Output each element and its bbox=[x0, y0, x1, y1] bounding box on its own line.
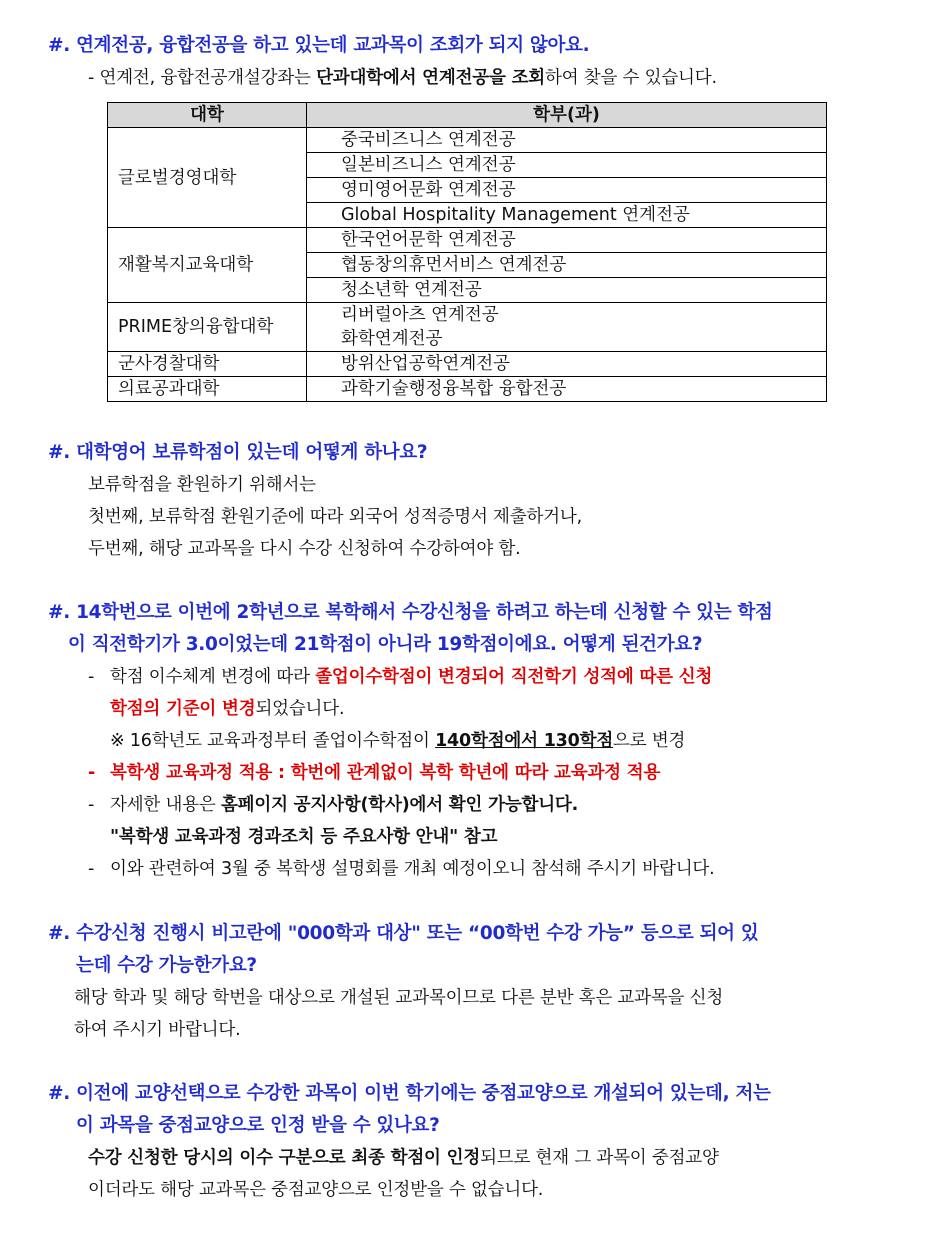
faq-answer-line: 이더라도 해당 교과목은 중점교양으로 인정받을 수 없습니다. bbox=[88, 1180, 544, 1200]
major-cell: 일본비즈니스 연계전공 bbox=[307, 153, 827, 178]
answer-highlight: 졸업이수학점이 변경되어 직전학기 성적에 따른 신청 bbox=[315, 667, 713, 687]
note-text: ※ 16학년도 교육과정부터 졸업이수학점이 bbox=[110, 731, 436, 751]
faq-answer-line bbox=[88, 789, 578, 821]
note-underlined: 140학점에서 130학점 bbox=[435, 731, 614, 751]
faq-answer-note bbox=[110, 725, 685, 757]
faq-question-4-cont: 는데 수강 가능한가요? bbox=[76, 955, 257, 976]
faq-answer-line: 보류학점을 환원하기 위해서는 bbox=[88, 475, 316, 495]
dash: - bbox=[88, 795, 95, 815]
college-cell: 군사경찰대학 bbox=[108, 352, 307, 377]
answer-highlight: 학점의 기준이 변경 bbox=[110, 699, 256, 719]
header-college: 대학 bbox=[108, 103, 307, 128]
faq-answer-1 bbox=[88, 62, 717, 94]
answer-text: 이와 관련하여 3월 중 복학생 설명회를 개최 예정이오니 참석해 주시기 바랍니다. bbox=[110, 859, 715, 879]
answer-text: 되었습니다. bbox=[255, 699, 345, 719]
faq-answer-line: 첫번째, 보류학점 환원기준에 따라 외국어 성적증명서 제출하거나, bbox=[88, 507, 582, 527]
faq-answer-line bbox=[88, 1142, 719, 1174]
faq-answer-line bbox=[110, 693, 344, 725]
dash: - bbox=[88, 667, 95, 687]
major-cell: 리버럴아츠 연계전공 bbox=[307, 303, 827, 328]
faq-answer-line: "복학생 교육과정 경과조치 등 주요사항 안내" 참고 bbox=[110, 827, 498, 847]
answer-bold: 수강 신청한 당시의 이수 구분으로 최종 학점이 인정 bbox=[88, 1148, 481, 1168]
major-cell: Global Hospitality Management 연계전공 bbox=[307, 203, 827, 228]
answer-bold: 단과대학에서 연계전공을 조회 bbox=[316, 68, 546, 88]
major-cell: 화학연계전공 bbox=[307, 327, 827, 352]
answer-highlight: 복학생 교육과정 적용 : 학번에 관계없이 복학 학년에 따라 교육과정 적용 bbox=[110, 763, 661, 783]
dash: - bbox=[88, 68, 95, 88]
college-cell: 의료공과대학 bbox=[108, 377, 307, 402]
dash: - bbox=[88, 859, 95, 879]
faq-question-3: #. 14학번으로 이번에 2학년으로 복학해서 수강신청을 하려고 하는데 신청할 수 있는 학점 bbox=[48, 602, 773, 623]
faq-answer-line bbox=[88, 757, 660, 789]
answer-bold: 홈페이지 공지사항(학사)에서 확인 가능합니다. bbox=[220, 795, 579, 815]
answer-text: 자세한 내용은 bbox=[110, 795, 221, 815]
major-cell: 방위산업공학연계전공 bbox=[307, 352, 827, 377]
answer-text: 하여 찾을 수 있습니다. bbox=[545, 68, 717, 88]
college-cell: 글로벌경영대학 bbox=[108, 128, 307, 228]
faq-question-4: #. 수강신청 진행시 비고란에 "000학과 대상" 또는 “00학번 수강 가능” 등으로 되어 있 bbox=[48, 923, 759, 944]
faq-answer-line: 하여 주시기 바랍니다. bbox=[74, 1020, 241, 1040]
answer-text: 되므로 현재 그 과목이 중점교양 bbox=[480, 1148, 719, 1168]
dash: - bbox=[88, 763, 96, 783]
major-cell: 협동창의휴먼서비스 연계전공 bbox=[307, 253, 827, 278]
faq-answer-line: 해당 학과 및 해당 학번을 대상으로 개설된 교과목이므로 다른 분반 혹은 교과목을 신청 bbox=[74, 988, 724, 1008]
faq-question-3-cont: 이 직전학기가 3.0이었는데 21학점이 아니라 19학점이에요. 어떻게 된건가요? bbox=[68, 634, 703, 655]
major-cell: 과학기술행정융복합 융합전공 bbox=[307, 377, 827, 402]
faq-answer-line bbox=[88, 661, 712, 693]
college-cell: 재활복지교육대학 bbox=[108, 228, 307, 303]
major-cell: 중국비즈니스 연계전공 bbox=[307, 128, 827, 153]
linked-major-table bbox=[107, 102, 827, 402]
header-major: 학부(과) bbox=[307, 103, 827, 128]
major-cell: 한국언어문학 연계전공 bbox=[307, 228, 827, 253]
faq-question-2: #. 대학영어 보류학점이 있는데 어떻게 하나요? bbox=[48, 442, 428, 463]
faq-question-5: #. 이전에 교양선택으로 수강한 과목이 이번 학기에는 중점교양으로 개설되어 있는데, 저는 bbox=[48, 1083, 771, 1104]
note-text: 으로 변경 bbox=[613, 731, 686, 751]
answer-text: 연계전, 융합전공개설강좌는 bbox=[99, 68, 317, 88]
major-cell: 영미영어문화 연계전공 bbox=[307, 178, 827, 203]
faq-answer-line: 두번째, 해당 교과목을 다시 수강 신청하여 수강하여야 함. bbox=[88, 539, 521, 559]
answer-text: 학점 이수체계 변경에 따라 bbox=[110, 667, 316, 687]
faq-question-5-cont: 이 과목을 중점교양으로 인정 받을 수 있나요? bbox=[76, 1115, 440, 1136]
faq-answer-line bbox=[88, 853, 714, 885]
faq-question-1: #. 연계전공, 융합전공을 하고 있는데 교과목이 조회가 되지 않아요. bbox=[48, 35, 590, 56]
college-cell: PRIME창의융합대학 bbox=[108, 303, 307, 352]
major-cell: 청소년학 연계전공 bbox=[307, 278, 827, 303]
